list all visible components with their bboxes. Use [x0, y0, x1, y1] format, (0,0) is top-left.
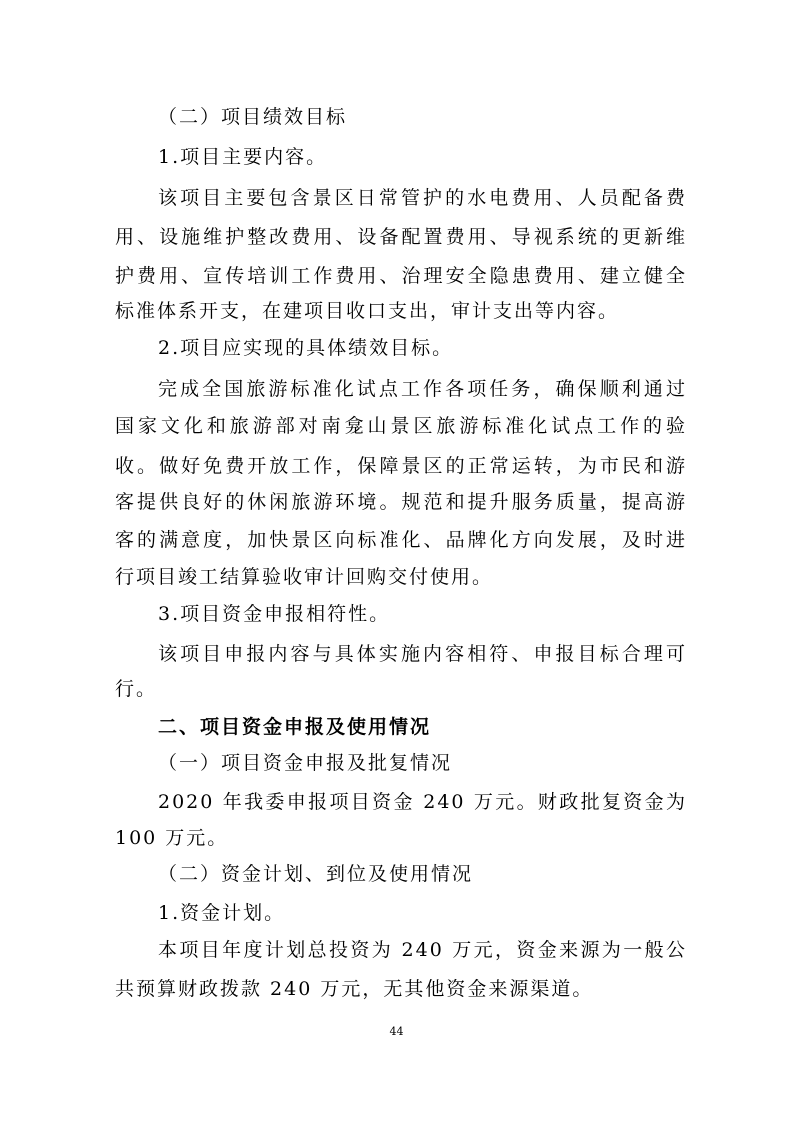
paragraph-line: 行。 — [115, 678, 158, 700]
paragraph-line: 完成全国旅游标准化试点工作各项任务，确保顺利通过 — [158, 378, 687, 400]
subheading-fund-approval: （一）项目资金申报及批复情况 — [158, 752, 453, 774]
paragraph-line: 国家文化和旅游部对南龛山景区旅游标准化试点工作的验 — [115, 415, 687, 437]
item-heading-performance-targets: 2.项目应实现的具体绩效目标。 — [158, 337, 454, 359]
page-number: 44 — [389, 1025, 404, 1038]
paragraph-line: 本项目年度计划总投资为 240 万元，资金来源为一般公 — [158, 939, 687, 961]
item-heading-fund-plan: 1.资金计划。 — [158, 902, 286, 924]
item-heading-fund-consistency: 3.项目资金申报相符性。 — [158, 603, 391, 625]
item-heading-main-content: 1.项目主要内容。 — [158, 146, 328, 168]
paragraph-line: 2020 年我委申报项目资金 240 万元。财政批复资金为 — [158, 791, 687, 813]
paragraph-line: 收。做好免费开放工作，保障景区的正常运转，为市民和游 — [115, 455, 687, 477]
paragraph-line: 用、设施维护整改费用、设备配置费用、导视系统的更新维 — [115, 226, 687, 248]
paragraph-line: 共预算财政拨款 240 万元，无其他资金来源渠道。 — [115, 978, 594, 1000]
paragraph-line: 客的满意度，加快景区向标准化、品牌化方向发展，及时进 — [115, 529, 687, 551]
section-heading-fund-application: 二、项目资金申报及使用情况 — [158, 716, 432, 738]
paragraph-line: 标准体系开支，在建项目收口支出，审计支出等内容。 — [115, 300, 620, 322]
subheading-fund-plan-usage: （二）资金计划、到位及使用情况 — [158, 863, 474, 885]
paragraph-line: 该项目申报内容与具体实施内容相符、申报目标合理可 — [158, 643, 687, 665]
paragraph-line: 护费用、宣传培训工作费用、治理安全隐患费用、建立健全 — [115, 265, 687, 287]
paragraph-line: 100 万元。 — [115, 827, 229, 849]
paragraph-line: 该项目主要包含景区日常管护的水电费用、人员配备费 — [158, 187, 687, 209]
paragraph-line: 行项目竣工结算验收审计回购交付使用。 — [115, 566, 494, 588]
paragraph-line: 客提供良好的休闲旅游环境。规范和提升服务质量，提高游 — [115, 491, 687, 513]
subheading-performance-goals: （二）项目绩效目标 — [158, 106, 348, 128]
